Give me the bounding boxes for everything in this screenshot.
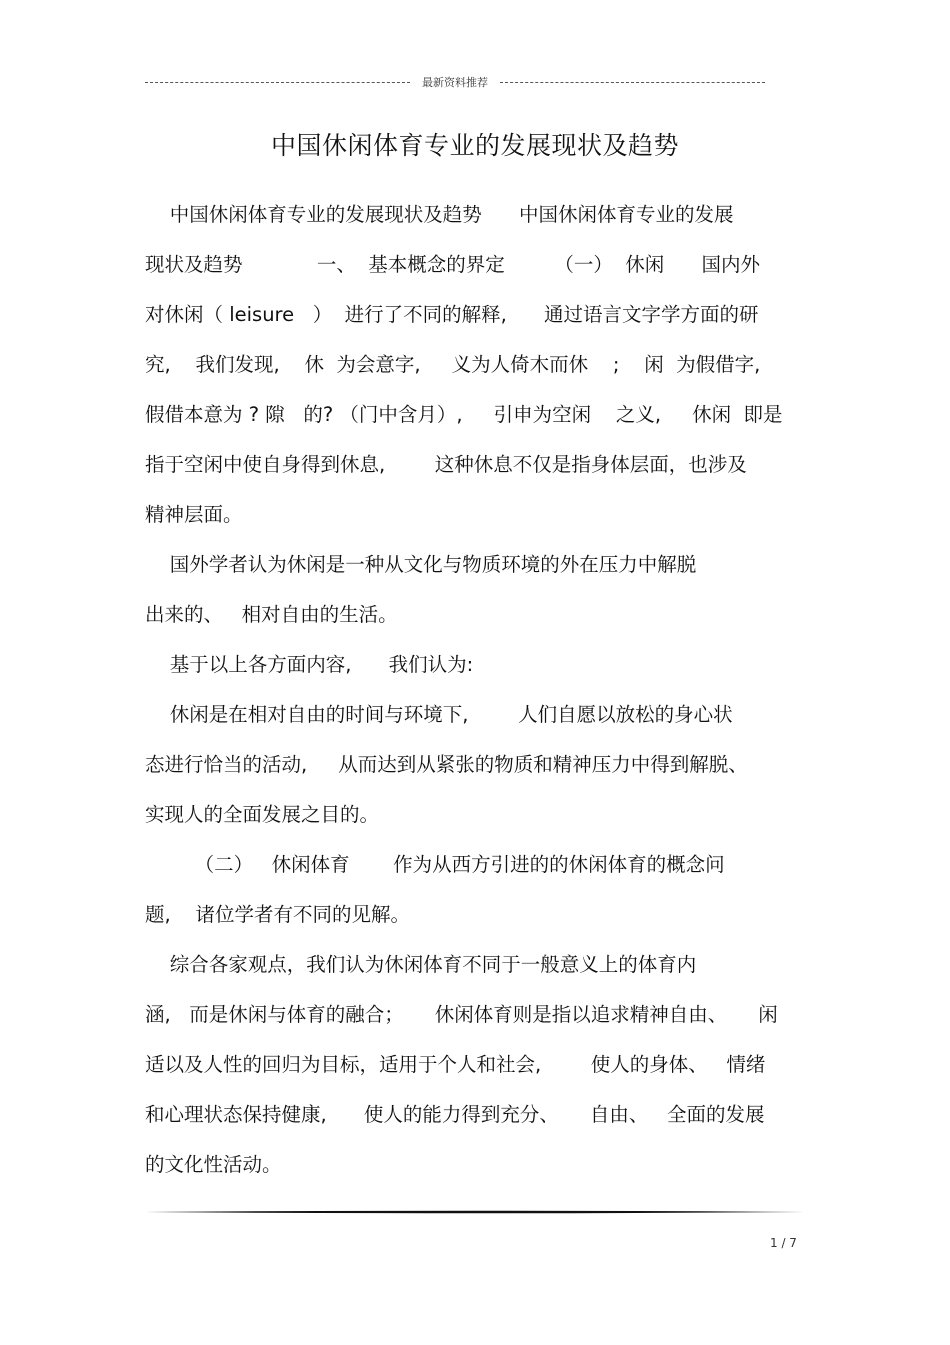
body-line: 指于空闲中使自身得到休息, 这种休息不仅是指身体层面，也涉及 — [145, 453, 747, 476]
header-dashed-line-right — [500, 82, 765, 83]
body-line: 实现人的全面发展之目的。 — [145, 803, 380, 826]
body-line: 综合各家观点，我们认为休闲体育不同于一般意义上的体育内 — [145, 953, 697, 976]
body-line: 题, 诸位学者有不同的见解。 — [145, 903, 410, 926]
page-number: 1 / 7 — [770, 1236, 797, 1250]
body-line: 国外学者认为休闲是一种从文化与物质环境的外在压力中解脱 — [145, 553, 697, 576]
body-line: 适以及人性的回归为目标，适用于个人和社会, 使人的身体、 情绪 — [145, 1053, 766, 1076]
body-line: 出来的、 相对自由的生活。 — [145, 603, 398, 626]
body-line: 基于以上各方面内容, 我们认为: — [145, 653, 474, 676]
footer-divider — [145, 1210, 805, 1214]
body-line: 休闲是在相对自由的时间与环境下, 人们自愿以放松的身心状 — [145, 703, 733, 726]
header-label: 最新资料推荐 — [422, 76, 488, 89]
body-line: 对休闲（ leisure ） 进行了不同的解释, 通过语言文字学方面的研 — [145, 303, 759, 326]
body-line: 中国休闲体育专业的发展现状及趋势 中国休闲体育专业的发展 — [145, 203, 734, 226]
body-line: 态进行恰当的活动, 从而达到从紧张的物质和精神压力中得到解脱、 — [145, 753, 748, 776]
document-title: 中国休闲体育专业的发展现状及趋势 — [270, 131, 679, 160]
body-line: （二） 休闲体育 作为从西方引进的的休闲体育的概念问 — [145, 853, 725, 876]
body-line: 精神层面。 — [145, 503, 243, 526]
body-line: 现状及趋势 一、 基本概念的界定 （一） 休闲 国内外 — [145, 253, 760, 276]
page-header — [145, 72, 765, 92]
body-line: 假借本意为 ? 隙 的? （门中含月）, 引申为空闲 之义, 休闲 即是 — [145, 403, 783, 426]
body-line: 涵, 而是休闲与体育的融合； 休闲体育则是指以追求精神自由、 闲 — [145, 1003, 778, 1026]
body-line: 究, 我们发现, 休 为会意字, 义为人倚木而休 ; 闲 为假借字, — [145, 353, 761, 376]
body-line: 和心理状态保持健康, 使人的能力得到充分、 自由、 全面的发展 — [145, 1103, 765, 1126]
body-line: 的文化性活动。 — [145, 1153, 282, 1176]
header-dashed-line-left — [145, 82, 410, 83]
